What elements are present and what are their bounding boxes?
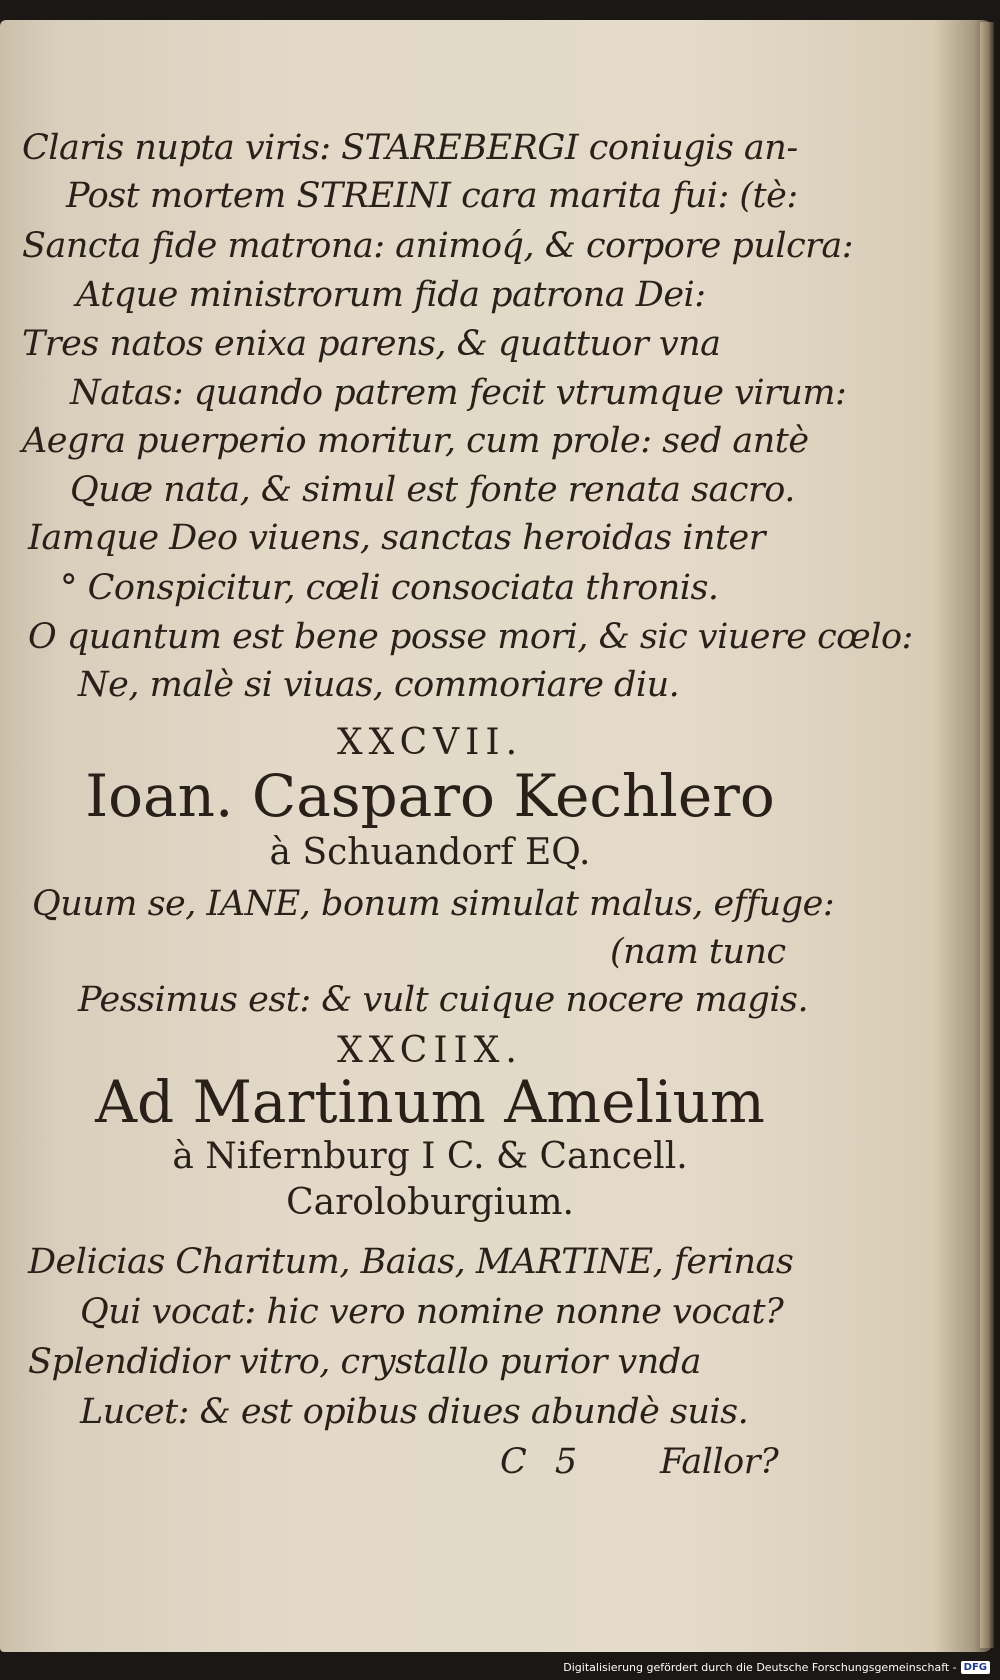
catchword: Fallor?	[660, 1442, 779, 1482]
poem-line: Atque ministrorum fida patrona Dei:	[76, 275, 706, 315]
footer	[563, 1661, 990, 1674]
poem-line: Ne, malè si viuas, commoriare diu.	[78, 665, 680, 705]
poem-line: Aegra puerperio moritur, cum prole: sed antè	[22, 421, 809, 461]
poem-line: Tres natos enixa parens, & quattuor vna	[22, 324, 721, 364]
section-title: Ioan. Casparo Kechlero	[85, 762, 775, 830]
poem-line: Splendidior vitro, crystallo purior vnda	[28, 1342, 702, 1382]
poem-line: Quum se, IANE, bonum simulat malus, effuge:	[32, 884, 835, 924]
poem-line: (nam tunc	[610, 932, 786, 972]
section-number: XXCIIX.	[337, 1030, 523, 1071]
section-subtitle: à Schuandorf EQ.	[269, 832, 591, 873]
poem-line: Pessimus est: & vult cuique nocere magis.	[78, 980, 809, 1020]
footer-text: Digitalisierung gefördert durch die Deutsche Forschungsgemeinschaft -	[563, 1661, 957, 1674]
signature-mark: C 5	[500, 1442, 577, 1482]
poem-line: Post mortem STREINI cara marita fui: (tè:	[66, 176, 798, 216]
poem-line: Sancta fide matrona: animoq́, & corpore pulcra:	[22, 226, 854, 266]
poem-line: Delicias Charitum, Baias, MARTINE, ferinas	[28, 1242, 794, 1282]
poem-line: Qui vocat: hic vero nomine nonne vocat?	[80, 1292, 784, 1332]
section-subtitle: à Nifernburg I C. & Cancell.	[172, 1136, 688, 1177]
section-number: XXCVII.	[336, 722, 524, 763]
page-edge	[980, 22, 994, 1648]
section-title: Ad Martinum Amelium	[95, 1068, 765, 1136]
dfg-logo-icon: DFG	[961, 1661, 990, 1674]
poem-line: Claris nupta viris: STAREBERGI coniugis an-	[22, 128, 798, 168]
poem-line: O quantum est bene posse mori, & sic viuere cœlo:	[28, 617, 913, 657]
poem-line: Quæ nata, & simul est fonte renata sacro.	[70, 470, 795, 510]
poem-line: ° Conspicitur, cœli consociata thronis.	[60, 568, 719, 608]
poem-line: Lucet: & est opibus diues abundè suis.	[80, 1392, 749, 1432]
section-subtitle-2: Caroloburgium.	[286, 1182, 574, 1223]
poem-line: Natas: quando patrem fecit vtrumque virum:	[70, 373, 847, 413]
poem-line: Iamque Deo viuens, sanctas heroidas inter	[28, 518, 765, 558]
